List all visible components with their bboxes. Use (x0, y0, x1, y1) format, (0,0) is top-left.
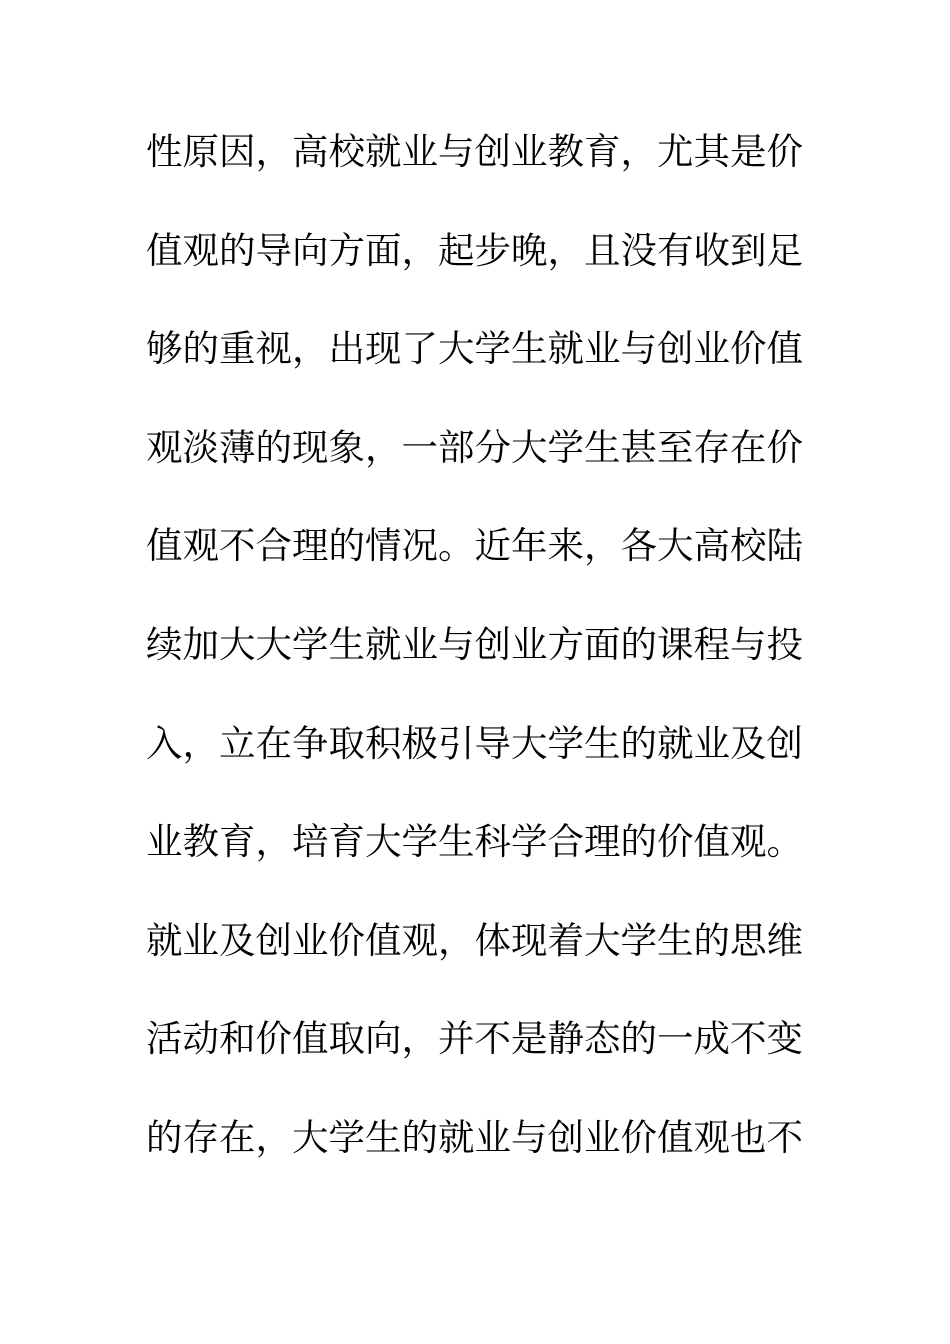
text-line-1: 性原因，高校就业与创业教育，尤其是价 (146, 130, 803, 173)
text-line-5: 值观不合理的情况。近年来，各大高校陆 (146, 524, 803, 568)
text-line-11: 的存在，大学生的就业与创业价值观也不 (146, 1115, 803, 1159)
body-text (146, 122, 816, 1207)
text-line-10: 活动和价值取向，并不是静态的一成不变 (146, 1017, 803, 1061)
text-line-9: 就业及创业价值观，体现着大学生的思维 (146, 918, 803, 962)
text-line-8: 业教育，培育大学生科学合理的价值观。 (146, 820, 803, 864)
text-line-6: 续加大大学生就业与创业方面的课程与投 (146, 622, 803, 666)
text-line-7: 入，立在争取积极引导大学生的就业及创 (146, 721, 803, 765)
text-line-3: 够的重视，出现了大学生就业与创业价值 (146, 327, 803, 371)
text-line-4: 观淡薄的现象，一部分大学生甚至存在价 (146, 425, 803, 469)
text-line-2: 值观的导向方面，起步晚，且没有收到足 (146, 228, 803, 272)
